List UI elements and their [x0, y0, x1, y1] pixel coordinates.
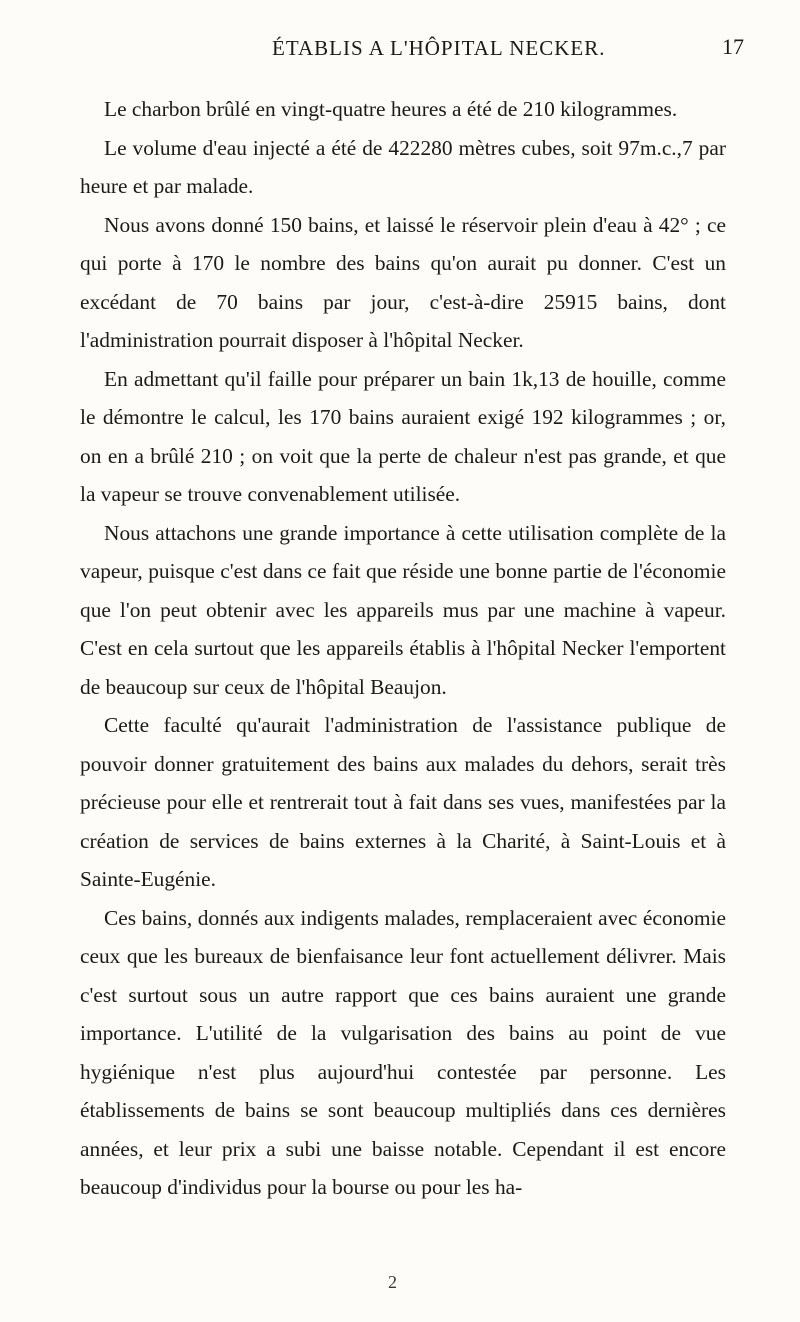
body-text — [80, 90, 726, 1207]
paragraph: Cette faculté qu'aurait l'administration de l'assistance publique de pouvoir donner gratuitement des bains aux malades du dehors, serait très précieuse pour elle et rentrerait tout à fait dans ses vues, manifestées par la création de services de bains externes à la Charité, à Saint-Louis et à Sainte-Eugénie. — [80, 713, 726, 891]
paragraph: Le volume d'eau injecté a été de 422280 mètres cubes, soit 97m.c.,7 par heure et par malade. — [80, 135, 726, 198]
paragraph: En admettant qu'il faille pour préparer un bain 1k,13 de houille, comme le démontre le calcul, les 170 bains auraient exigé 192 kilogrammes ; or, on en a brûlé 210 ; on voit que la perte de chaleur n'est pas grande, et que la vapeur se trouve convenablement utilisée. — [80, 366, 726, 506]
running-title: ÉTABLIS A L'HÔPITAL NECKER. — [272, 36, 606, 60]
page-number: 17 — [722, 34, 744, 59]
paragraph: Nous attachons une grande importance à cette utilisation complète de la vapeur, puisque c'est dans ce fait que réside une bonne partie de l'économie que l'on peut obtenir avec les appareils mus par une machine à vapeur. C'est en cela surtout que les appareils établis à l'hôpital Necker l'emportent de beaucoup sur ceux de l'hôpital Beaujon. — [80, 520, 726, 699]
signature-mark: 2 — [388, 1272, 397, 1292]
paragraph: Ces bains, donnés aux indigents malades, remplaceraient avec économie ceux que les bureaux de bienfaisance leur font actuellement délivrer. Mais c'est surtout sous un autre rapport que ces bains auraient une grande importance. L'utilité de la vulgarisation des bains au point de vue hygiénique n'est plus aujourd'hui contestée par personne. Les établissements de bains se sont beaucoup multipliés dans ces dernières années, et leur prix a subi une baisse notable. Cependant il est encore beaucoup d'individus pour la bourse ou pour les ha- — [80, 905, 726, 1199]
paragraph: Le charbon brûlé en vingt-quatre heures a été de 210 kilogrammes. — [104, 97, 678, 121]
paragraph: Nous avons donné 150 bains, et laissé le réservoir plein d'eau à 42° ; ce qui porte à 170 le nombre des bains qu'on aurait pu donner. C'est un excédant de 70 bains par jour, c'est-à-dire 25915 bains, dont l'administration pourrait disposer à l'hôpital Necker. — [80, 212, 726, 352]
running-head — [0, 36, 800, 76]
